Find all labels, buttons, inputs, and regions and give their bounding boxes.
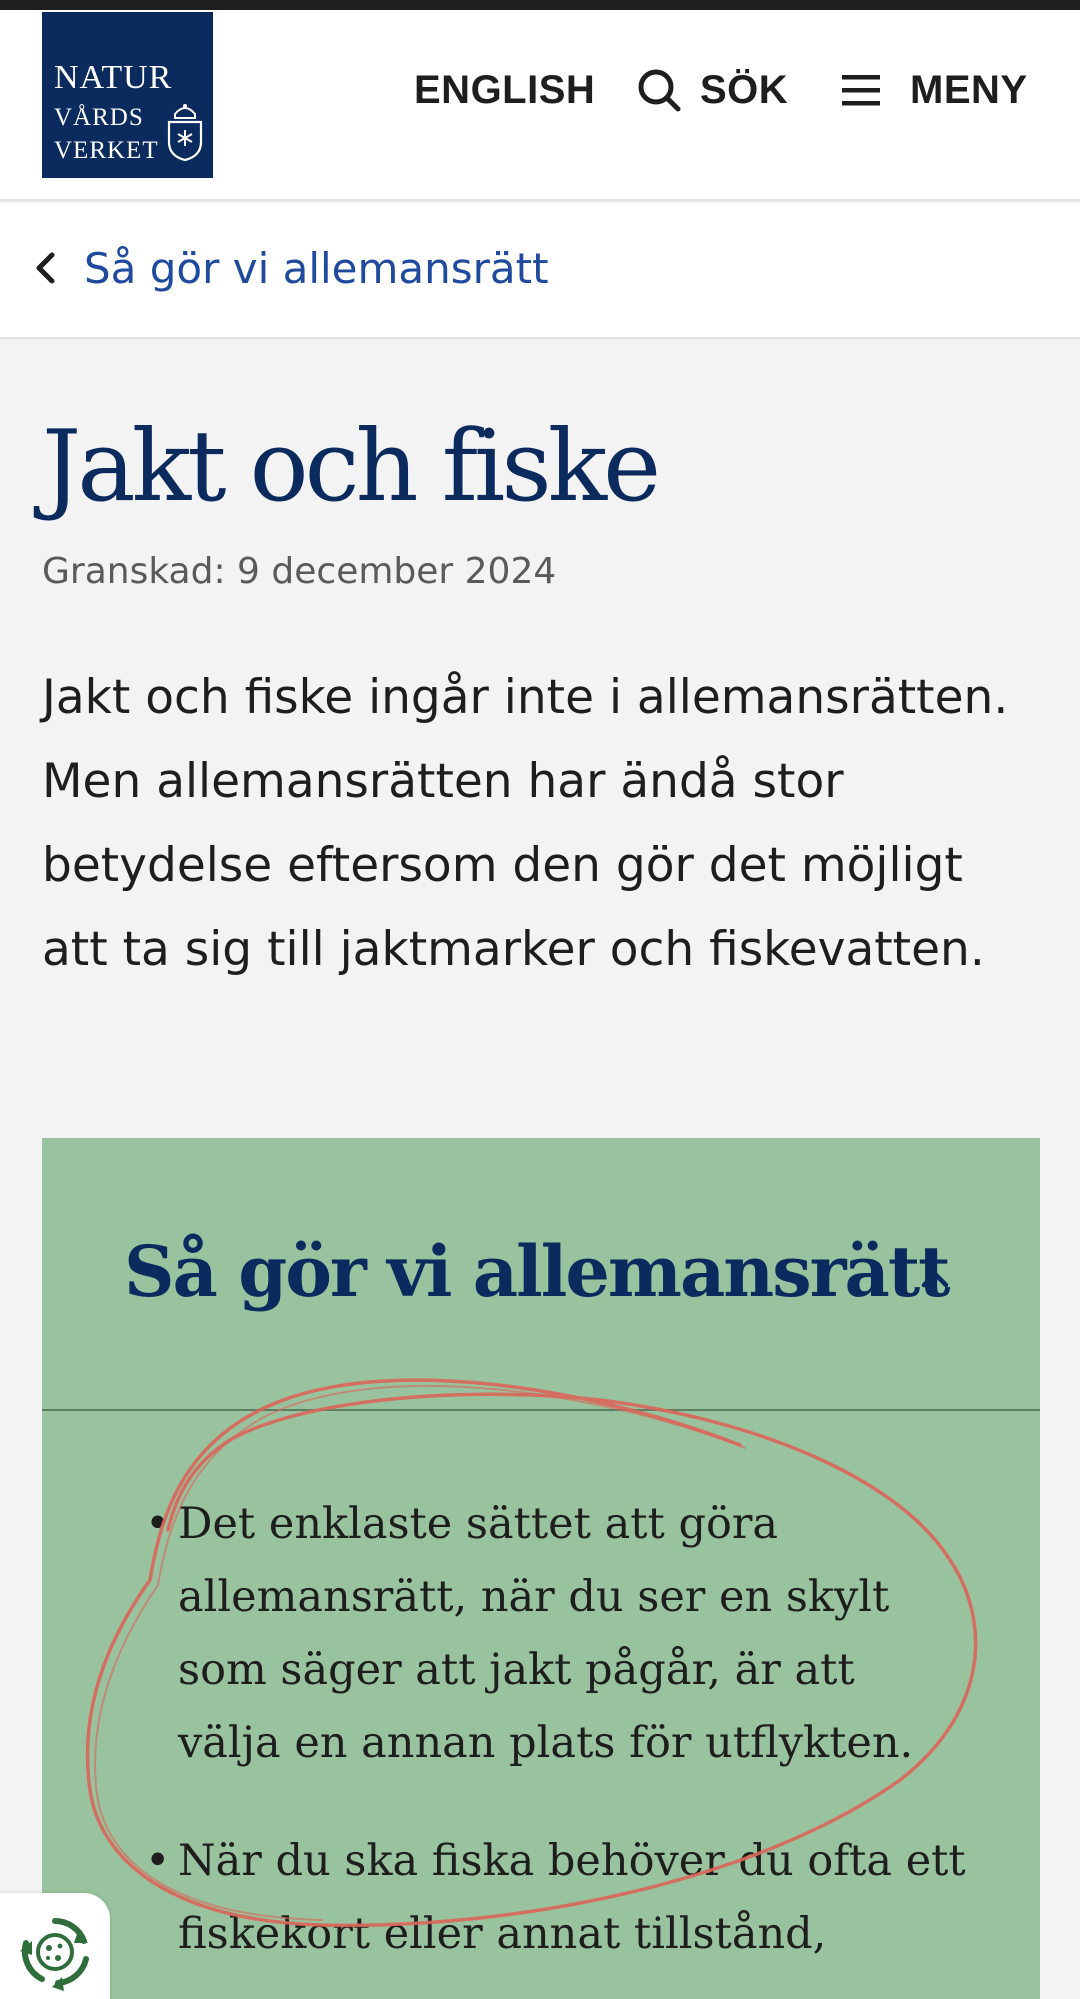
- accordion-header[interactable]: [42, 1138, 1040, 1411]
- logo-line-1: NATUR: [54, 59, 173, 96]
- logo-line-2: VÅRDS: [54, 104, 144, 131]
- chevron-up-icon: [920, 1269, 950, 1289]
- accordion-sa-gor-vi-allemansratt: [42, 1138, 1040, 1999]
- search-icon: [636, 67, 682, 113]
- reviewed-date: [42, 551, 556, 592]
- reviewed-prefix: Granskad:: [42, 551, 226, 592]
- list-item: [145, 1488, 978, 1780]
- accordion-title: Så gör vi allemansrätt: [124, 1230, 949, 1313]
- crest-icon: [165, 100, 205, 162]
- list-item: [145, 1825, 978, 1971]
- logo-line-3: VERKET: [54, 137, 159, 164]
- bullet: •: [145, 1836, 171, 1886]
- accordion-toggle[interactable]: [912, 1256, 958, 1302]
- naturvardsverket-logo[interactable]: [42, 12, 213, 178]
- intro-paragraph: Jakt och fiske ingår inte i allemansrätten. Men allemansrätten har ändå stor betydelse eftersom den gör det möjligt att ta sig till jaktmarker och fiskevatten.: [42, 670, 1009, 977]
- english-button[interactable]: [414, 60, 595, 120]
- chevron-left-icon: [34, 251, 56, 285]
- back-link[interactable]: [34, 233, 549, 303]
- menu-button[interactable]: [842, 60, 1028, 120]
- top-strip: [0, 0, 1080, 10]
- reviewed-date-value: 9 december 2024: [237, 551, 557, 592]
- list-item-text: När du ska fiska behöver du ofta ett fiskekort eller annat tillstånd,: [178, 1836, 966, 1959]
- search-label: SÖK: [700, 67, 789, 112]
- back-link-label: Så gör vi allemansrätt: [84, 243, 549, 293]
- site-header: [0, 10, 1080, 201]
- search-button[interactable]: [636, 60, 788, 120]
- cookie-settings-button[interactable]: [0, 1893, 110, 1999]
- english-label: ENGLISH: [414, 67, 596, 112]
- menu-label: MENY: [910, 67, 1028, 112]
- list-item-text: Det enklaste sättet att göra allemansrätt, när du ser en skylt som säger att jakt pågår, är att välja en annan plats för utflykten.: [178, 1499, 914, 1768]
- bullet: •: [145, 1499, 171, 1549]
- hamburger-icon: [842, 73, 880, 107]
- accordion-list: [145, 1488, 978, 1999]
- back-navigation-bar: [0, 203, 1080, 339]
- page-title: Jakt och fiske: [42, 410, 658, 524]
- cookie-settings-icon: [16, 1913, 94, 1991]
